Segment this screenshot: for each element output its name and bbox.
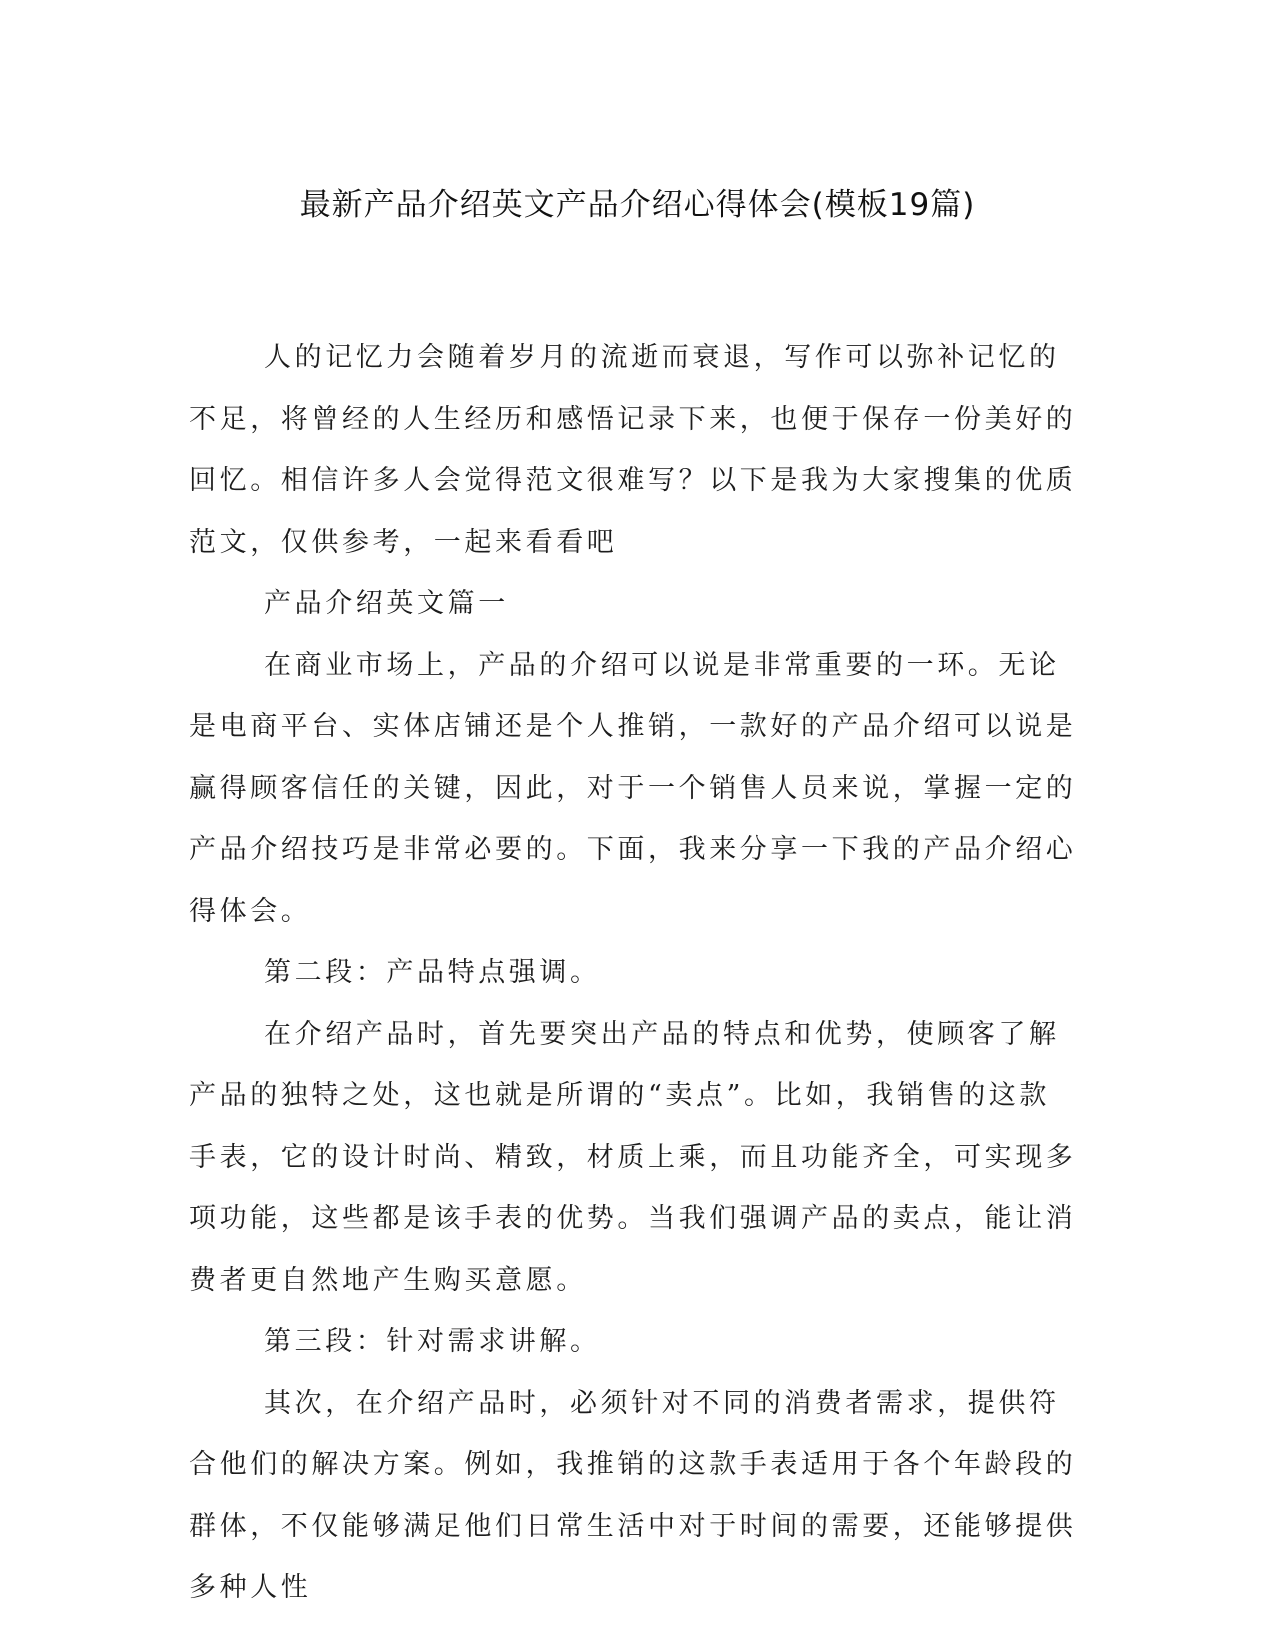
- section-heading-part-one: 产品介绍英文篇一: [264, 588, 509, 619]
- paragraph-second: 在介绍产品时，首先要突出产品的特点和优势，使顾客了解产品的独特之处，这也就是所谓的“卖点”。比如，我销售的这款手表，它的设计时尚、精致，材质上乘，而且功能齐全，可实现多项功能，这些都是该手表的优势。当我们强调产品的卖点，能让消费者更自然地产生购买意愿。: [189, 1018, 1077, 1296]
- paragraph-part-one: 在商业市场上，产品的介绍可以说是非常重要的一环。无论是电商平台、实体店铺还是个人推销，一款好的产品介绍可以说是赢得顾客信任的关键，因此，对于一个销售人员来说，掌握一定的产品介绍技巧是非常必要的。下面，我来分享一下我的产品介绍心得体会。: [189, 649, 1077, 927]
- paragraph-third: 其次，在介绍产品时，必须针对不同的消费者需求，提供符合他们的解决方案。例如，我推销的这款手表适用于各个年龄段的群体，不仅能够满足他们日常生活中对于时间的需要，还能够提供多种人性: [189, 1387, 1077, 1603]
- document-body: [189, 327, 1079, 1619]
- section-heading-third: 第三段：针对需求讲解。: [264, 1326, 601, 1357]
- section-heading-second: 第二段：产品特点强调。: [264, 957, 601, 988]
- document-title: 最新产品介绍英文产品介绍心得体会(模板19篇): [299, 187, 976, 223]
- paragraph-intro: 人的记忆力会随着岁月的流逝而衰退，写作可以弥补记忆的不足，将曾经的人生经历和感悟记录下来，也便于保存一份美好的回忆。相信许多人会觉得范文很难写？以下是我为大家搜集的优质范文，仅供参考，一起来看看吧: [189, 342, 1077, 558]
